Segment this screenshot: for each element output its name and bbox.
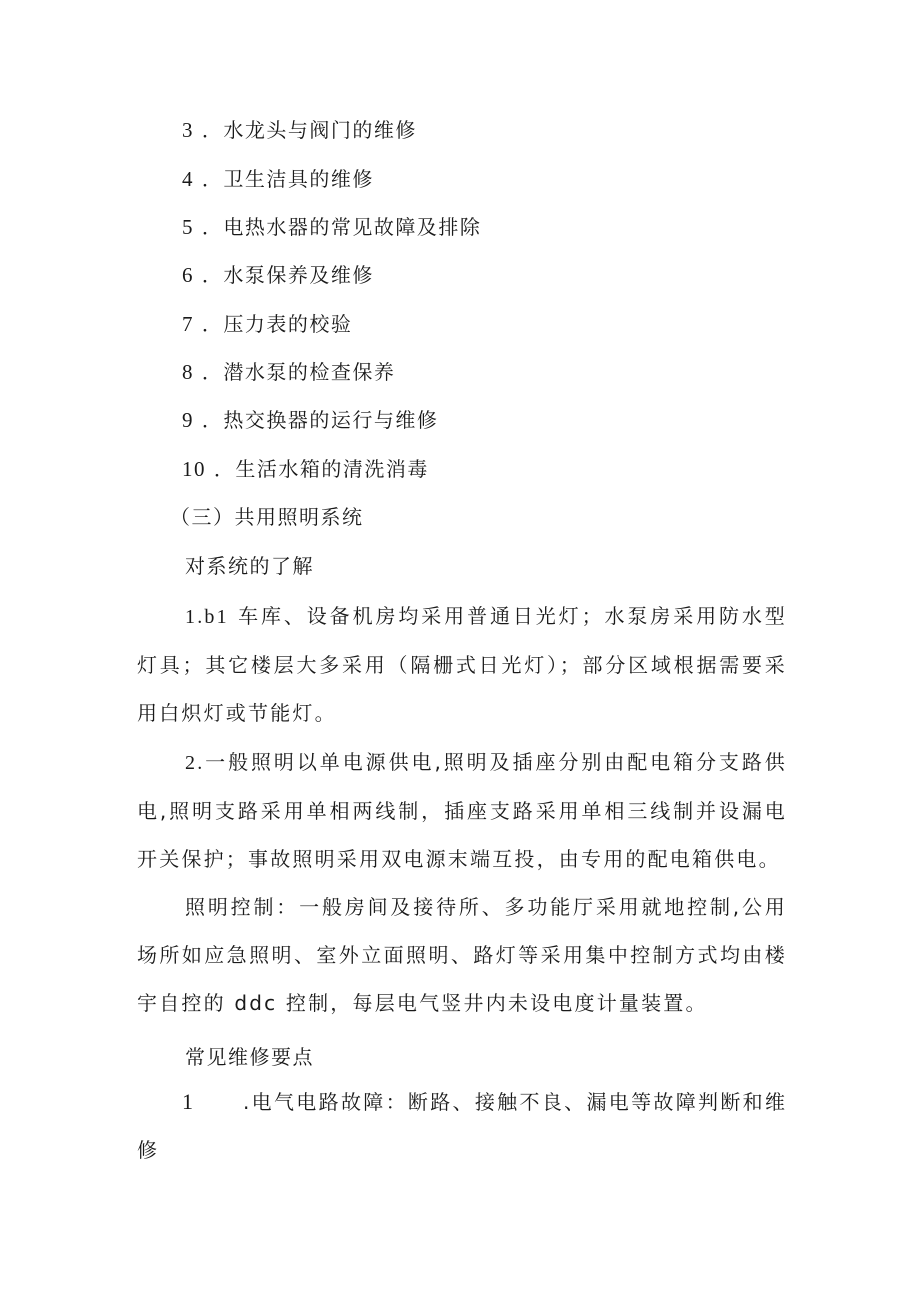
list-item-number: 8 <box>182 360 194 384</box>
list-item-text: ．电热水器的常见故障及排除 <box>201 215 482 239</box>
paragraph-text: .电气电路故障：断路、接触不良、漏电等故障判断和维修 <box>137 1090 787 1162</box>
list-item <box>182 213 481 241</box>
list-item <box>182 358 395 386</box>
list-item <box>182 116 417 144</box>
paragraph-lighting-types <box>137 592 787 737</box>
section-heading: （三）共用照明系统 <box>170 505 364 529</box>
paragraph-text: 一般照明以单电源供电,照明及插座分别由配电箱分支路供电,照明支路采用单相两线制，插座支路采用单相三线制并设漏电开关保护；事故照明采用双电源末端互投，由专用的配电箱供电。 <box>137 750 787 871</box>
paragraph-lead: 2. <box>185 752 205 774</box>
paragraph-lead: 1.b1 <box>185 606 229 628</box>
maintenance-item-number: 1 <box>182 1089 195 1114</box>
list-item-text: ．卫生洁具的维修 <box>201 167 374 191</box>
list-item-text: ．水龙头与阀门的维修 <box>201 118 417 142</box>
list-item-number: 9 <box>182 408 194 432</box>
list-item-number: 4 <box>182 167 194 191</box>
paragraph-text: 照明控制：一般房间及接待所、多功能厅采用就地控制,公用场所如应急照明、室外立面照明、路灯等采用集中控制方式均由楼宇自控的 ddc 控制，每层电气竖井内未设电度计量装置。 <box>137 895 787 1015</box>
list-item-text: ．热交换器的运行与维修 <box>201 408 439 432</box>
list-item <box>182 165 374 193</box>
list-item-text: ．生活水箱的清洗消毒 <box>213 457 429 481</box>
maintenance-item-text <box>137 1078 787 1174</box>
paragraph-text: 车库、设备机房均采用普通日光灯；水泵房采用防水型灯具；其它楼层大多采用（隔栅式日光灯）；部分区域根据需要采用白炽灯或节能灯。 <box>137 604 787 725</box>
list-item-text: ．压力表的校验 <box>201 312 353 336</box>
list-item-number: 5 <box>182 215 194 239</box>
list-item-text: ．水泵保养及维修 <box>201 263 374 287</box>
list-item <box>182 406 438 434</box>
list-item <box>182 261 374 289</box>
subheading-maintenance: 常见维修要点 <box>185 1045 314 1069</box>
paragraph-lighting-control <box>137 883 787 1027</box>
paragraph-power-supply <box>137 738 787 883</box>
list-item-number: 10 <box>182 457 206 481</box>
subheading-understanding: 对系统的了解 <box>185 554 314 578</box>
list-item-number: 3 <box>182 118 194 142</box>
list-item <box>182 310 352 338</box>
list-item <box>182 455 429 483</box>
list-item-number: 7 <box>182 312 194 336</box>
list-item-number: 6 <box>182 263 194 287</box>
list-item-text: ．潜水泵的检查保养 <box>201 360 396 384</box>
